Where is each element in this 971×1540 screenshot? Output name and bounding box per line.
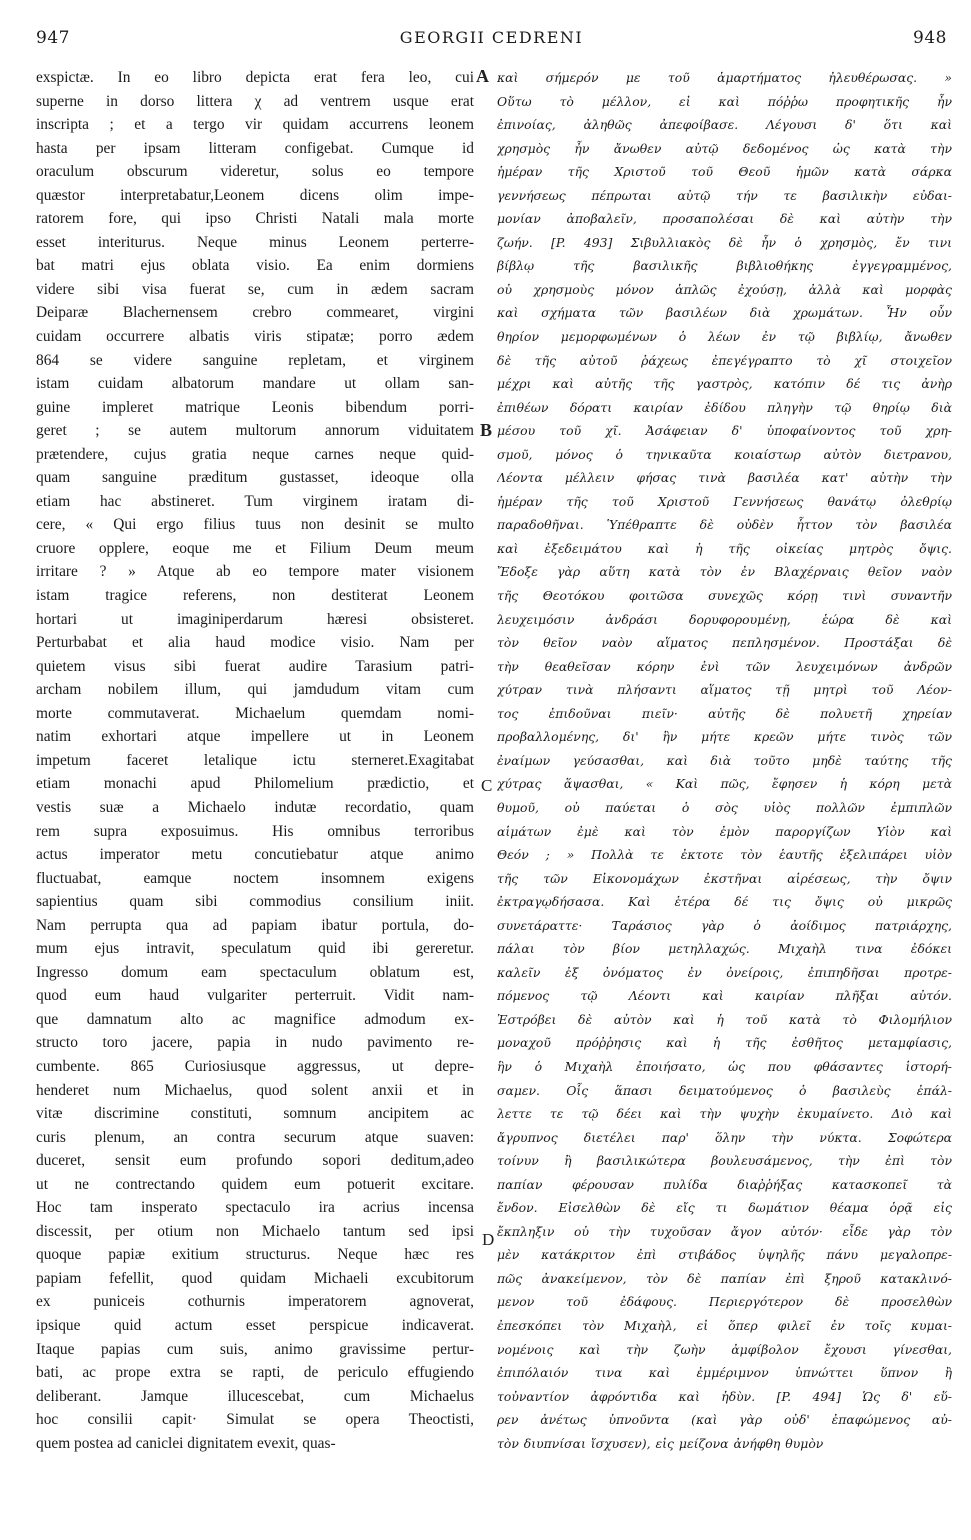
latin-text-line: quoque papiæ exitium structurus. Neque hæc res — [36, 1246, 474, 1264]
latin-text-line: ratorem fore, qui ipso Christi Natali mala morte — [36, 210, 474, 228]
latin-text-line: oraculum obscurum videretur, solus eo tempore — [36, 163, 474, 181]
latin-text-line: quod eum haud vulgariter perterruit. Vidit nam- — [36, 987, 474, 1005]
greek-text-line: τοίνυν ἢ βασιλικώτερα βουλευσάμενος, τὴν ἐπὶ τὸν — [497, 1153, 952, 1169]
latin-text-line: hortari ut imaginiperdarum hæresi obsisteret. — [36, 610, 474, 628]
latin-text-line: rem supra exposuimus. His omnibus terroribus — [36, 822, 474, 840]
greek-text-line: μέσου τοῦ χῖ. Ἀσάφειαν δ' ὑποφαίνοντος τοῦ χρη- — [497, 423, 952, 439]
latin-text-line: quæstor interpretabatur,Leonem dicens olim impe- — [36, 186, 474, 204]
greek-text-line: ἔκπληξιν οὐ τὴν τυχοῦσαν ἄγον αὐτόν· εἶδε γὰρ τὸν — [497, 1223, 952, 1239]
greek-text-line: συνετάραττε· Ταράσιος γὰρ ὁ ἀοίδιμος πατριάρχης, — [497, 917, 952, 933]
latin-text-line: geret ; se autem multorum annorum viduitatem — [36, 422, 474, 440]
latin-text-line: morte commutaverat. Michaelum quemdam nomi- — [36, 704, 474, 722]
greek-text-line: σμοῦ, μόνος ὁ τηνικαῦτα κοιαίστωρ αὐτὸν διετρανου, — [497, 446, 952, 462]
greek-text-line: μενον τοῦ ἐδάφους. Περιεργότερον δὲ προσελθὼν — [497, 1294, 952, 1310]
section-marker-a: A — [476, 66, 489, 86]
latin-text-line: vestis suæ a Michaelo indutæ recordatio, quam — [36, 798, 474, 816]
greek-text-line: τὸν διυπνίσαι ἴσχυσεν), εἰς μείζονα ἀνήφθη θυμὸν — [497, 1435, 824, 1451]
greek-text-line: καὶ ἐξεδειμάτου καὶ ἡ τῆς οἰκείας μητρὸς ὄψις. — [497, 540, 952, 556]
greek-text-line: χύτραν τινὰ πλήσαντι αἵματος τῇ μητρὶ τοῦ Λέον- — [497, 682, 952, 698]
latin-text-line: hoc consilii capit· Simulat se opera Theoctisti, — [36, 1411, 474, 1429]
latin-text-line: Deiparæ Blachernensem crebro commearet, virgini — [36, 304, 474, 322]
greek-text-line: προβαλλομένης, δι' ἣν μήτε κρεῶν μήτε τινὸς τῶν — [497, 729, 952, 745]
greek-text-line: ἔνδον. Εἰσελθὼν δὲ εἴς τι δωμάτιον θέαμα ὁρᾷ εἰς — [497, 1200, 952, 1216]
greek-text-line: ζωήν. [P. 493] Σιβυλλιακὸς δὲ ἦν ὁ χρησμὸς, ἔν τινι — [497, 234, 952, 250]
greek-text-line: Θεόν ; » Πολλὰ τε ἐκτοτε τὸν ἑαυτῆς ἐξελιπάρει υἱὸν — [497, 847, 952, 863]
latin-text-line: superne in dorso littera χ ad ventrem usque erat — [36, 92, 474, 110]
greek-text-line: πῶς ἀνακείμενον, τὸν δὲ παπίαν ἐπὶ ξηροῦ κατακλινό- — [497, 1270, 952, 1286]
greek-text-line: Ἔδοξε γὰρ αὕτη κατὰ τὸν ἐν Βλαχέρναις θεῖον ναὸν — [497, 564, 952, 580]
page-number-left: 947 — [36, 28, 70, 48]
greek-text-line: τὴν θεαθεῖσαν κόρην ἑνὶ τῶν λευχειμόνων ἀνδρῶν — [497, 658, 952, 674]
greek-text-line: καὶ σχήματα τῶν βασιλέων διὰ χρωμάτων. Ἦν οὖν — [497, 305, 952, 321]
latin-text-line: Nam perrupta qua ad papiam ibatur portula, do- — [36, 916, 474, 934]
page-number-right: 948 — [913, 28, 947, 48]
latin-text-line: prætendere, cujus gratia neque carnes neque quid- — [36, 445, 474, 463]
latin-text-line: sapientius quam sibi commodius consilium iniit. — [36, 893, 474, 911]
greek-text-line: λεττε τε τῷ δέει καὶ τὴν ψυχὴν ἐκυμαίνετο. Διὸ καὶ — [497, 1106, 952, 1122]
latin-text-line: duceret, sensit eum profundo sopori deditum,adeo — [36, 1152, 474, 1170]
latin-text-line: bati, ac prope extra se rapti, de periculo effugiendo — [36, 1364, 474, 1382]
latin-text-line: cuidam occurrere albatis viris stipatæ; porro ædem — [36, 328, 474, 346]
latin-text-line: Itaque papias cum suis, animo gravissime pertur- — [36, 1340, 474, 1358]
greek-text-line: ἐπινοίας, ἀληθῶς ἀπεφοίβασε. Λέγουσι δ' ὅτι καὶ — [497, 117, 952, 133]
greek-text-line: οὐ χρησμοὺς μόνον ἁπλῶς ἐχούσῃ, ἀλλὰ καὶ μορφὰς — [497, 281, 952, 297]
latin-text-line: curis plenum, an contra securum atque suaven: — [36, 1128, 474, 1146]
greek-text-line: λευχειμόσιν ἀνδράσι δορυφορουμένῃ, ἑώρα δὲ καὶ — [497, 611, 952, 627]
latin-text-line: inscripta ; et a tergo vir quidam accurrens leonem — [36, 116, 474, 134]
latin-text-line: cumbente. 865 Curiosiusque aggressus, ut depre- — [36, 1057, 474, 1075]
greek-text-line: πόμενος τῷ Λέοντι καὶ καιρίαν πλῆξαι αὐτόν. — [497, 988, 952, 1004]
latin-text-line: irritare ? » Atque ab eo tempore mater visionem — [36, 563, 474, 581]
greek-text-line: μέχρι καὶ αὐτῆς τῆς γαστρὸς, κατόπιν δέ τις ἀνὴρ — [497, 376, 952, 392]
latin-text-line: fluctuabat, eamque noctem insomnem exigens — [36, 869, 474, 887]
greek-text-line: τῆς Θεοτόκου φοιτῶσα συνεχῶς κόρῃ τινὶ συναντῆν — [497, 588, 952, 604]
latin-text-line: cruore opplere, eoque me et Filium Deum meum — [36, 539, 474, 557]
greek-text-line: τος ἐπιδοῦναι πιεῖν· αὐτῆς δὲ πολυετῆ χηρείαν — [497, 705, 952, 721]
running-title: GEORGII CEDRENI — [399, 28, 584, 47]
greek-text-line: βίβλῳ τῆς βασιλικῆς βιβλιοθήκης ἐγγεγραμμένος, — [497, 258, 952, 274]
greek-text-line: Οὕτω τὸ μέλλον, εἰ καὶ πόῤῥω προφητικῆς ἦν — [497, 93, 952, 109]
latin-text-column — [36, 66, 474, 1455]
greek-text-line: νομένοις καὶ τὴν ζωὴν ἀμφίβολον ἔχουσι γίνεσθαι, — [497, 1341, 952, 1357]
latin-text-line: istam tragice referens, non destiterat Leonem — [36, 587, 474, 605]
latin-text-line: ut ne contrectando quidem eum potuerit excitare. — [36, 1175, 474, 1193]
latin-text-line: archam nobilem illum, qui jamdudum vitam cum — [36, 681, 474, 699]
greek-text-line: ἐκτραγῳδήσασα. Καὶ ἑτέρα δέ τις ὄψις οὐ μικρῶς — [497, 894, 952, 910]
latin-text-line: esset interiturus. Neque minus Leonem perterre- — [36, 233, 474, 251]
latin-text-line: hasta per ipsam litteram configebat. Cumque id — [36, 139, 474, 157]
latin-text-line: bat matri ejus oblata visio. Ea enim dormiens — [36, 257, 474, 275]
latin-text-line: istam cuidam albatorum mandare ut ollam san- — [36, 375, 474, 393]
greek-text-line: μονίαν ἀποβαλεῖν, προσαπολέσαι δὲ καὶ αὐτὴν τὴν — [497, 211, 952, 227]
greek-text-line: δὲ τῆς αὐτοῦ ῥάχεως ἐπεγέγραπτο τὸ χῖ στοιχεῖον — [497, 352, 952, 368]
greek-text-column — [497, 66, 952, 1455]
latin-text-line: exspictæ. In eo libro depicta erat fera leo, cui — [36, 69, 474, 86]
greek-text-line: Ἐστρόβει δὲ αὐτὸν καὶ ἡ τοῦ κατὰ τὸ Φιλομήλιον — [497, 1011, 952, 1027]
greek-text-line: ρεν ἀνέτως ὑπνοῦντα (καὶ γὰρ οὐδ' ἐπαφώμενος αὐ- — [497, 1412, 952, 1428]
latin-text-line: guine impleret matrique Leonis bibendum porri- — [36, 398, 474, 416]
latin-text-line: discessit, per otium non Michaelo tantum sed ipsi — [36, 1222, 474, 1240]
greek-text-line: χρησμὸς ἦν ἄνωθεν αὐτῷ δεδομένος ὡς κατὰ τὴν — [497, 140, 952, 156]
greek-text-line: αἱμάτων ἐμὲ καὶ τὸν ἐμὸν παροργίζων Υἱὸν καὶ — [497, 823, 952, 839]
greek-text-line: καλεῖν ἐξ ὀνόματος ἐν ὀνείροις, ἐπιπηδῆσαι προτρε- — [497, 964, 952, 980]
running-header — [36, 28, 947, 56]
greek-text-line: θυμοῦ, οὐ παύεται ὁ σὸς υἱὸς πολλῶν ἐμπιπλῶν — [497, 799, 952, 815]
greek-text-line: θηρίον μεμορφωμένων ὁ λέων ἐν τῷ βιβλίῳ, ἄνωθεν — [497, 329, 952, 345]
greek-text-line: ἣν ὁ Μιχαὴλ ἐποιήσατο, ὡς που φθάσαντες ἱστορή- — [497, 1058, 952, 1074]
section-marker-c: C — [481, 776, 493, 795]
latin-text-line: quietem visus sibi fuerat audire Tarasium patri- — [36, 657, 474, 675]
latin-text-line: videre sibi visa fuerat se, cum in ædem sacram — [36, 280, 474, 298]
greek-text-line: καὶ σήμερόν με τοῦ ἁμαρτήματος ἠλευθέρωσας. » — [497, 70, 952, 85]
latin-text-line: quam sanguine præditum gustasset, ideoque olla — [36, 469, 474, 487]
greek-text-line: τὸν θεῖον ναὸν αἵματος πεπλησμένον. Προστάξαι δὲ — [497, 635, 952, 651]
greek-text-line: τῆς τῶν Εἰκονομάχων ἐκστῆναι αἱρέσεως, τὴν ὄψιν — [497, 870, 952, 886]
latin-text-line: deliberant. Jamque illucescebat, cum Michaelus — [36, 1387, 474, 1405]
greek-text-line: ἡμέραν τῆς τοῦ Χριστοῦ Γεννήσεως θανάτῳ ὀλεθρίῳ — [497, 493, 952, 509]
greek-text-line: μὲν κατάκριτον ἐπὶ στιβάδος ὑψηλῆς πάνυ μεγαλοπρε- — [497, 1247, 952, 1263]
latin-text-line: vitæ discrimine constituti, somnum ancipitem ac — [36, 1105, 474, 1123]
latin-text-line: actus imperator metu concutiebatur atque animo — [36, 846, 474, 864]
greek-text-line: γεννήσεως πέπρωται αὐτῷ τήν τε βασιλικὴν εὐδαι- — [497, 187, 952, 203]
greek-text-line: ἐπεσκόπει τὸν Μιχαὴλ, εἰ ὅπερ φιλεῖ ἐν τοῖς κυμαι- — [497, 1317, 952, 1333]
latin-text-line: ipsique quid actum esset perspicue indicaverat. — [36, 1316, 474, 1334]
greek-text-line: ἡμέραν τῆς Χριστοῦ τοῦ Θεοῦ ἡμῶν κατὰ σάρκα — [497, 164, 952, 180]
greek-text-line: τοὐναντίον ἀφρόντιδα καὶ ἡδὺν. [P. 494] Ὡς δ' εὕ- — [497, 1388, 952, 1404]
greek-text-line: ἐπιθέων δόρατι καιρίαν ἐδίδου πληγὴν τῷ θηρίῳ διὰ — [497, 399, 952, 415]
latin-text-line: Perturbabat et alia haud modice visio. Nam per — [36, 634, 474, 652]
latin-text-line: quem postea ad caniclei dignitatem evexit, quas- — [36, 1434, 336, 1452]
greek-text-line: Λέοντα μέλλειν φήσας τινὰ βασιλέα κατ' αὐτὴν τὴν — [497, 470, 952, 486]
latin-text-line: structo toro jacere, papia in nudo pavimento re- — [36, 1034, 474, 1052]
greek-text-line: σαμεν. Οἷς ἅπασι δειματούμενος ὁ βασιλεὺς ἐπάλ- — [497, 1082, 952, 1098]
latin-text-line: ex puniceis cothurnis imperatorem agnoverat, — [36, 1293, 474, 1311]
latin-text-line: papiam fefellit, quod quidam Michaeli excubitorum — [36, 1269, 474, 1287]
greek-text-line: παπίαν φέρουσαν πυλίδα διαῤῥήξας κατασκοπεῖ τὰ — [497, 1176, 952, 1192]
latin-text-line: etiam hac abstineret. Tum virginem iratam di- — [36, 492, 474, 510]
latin-text-line: Ingresso domum eam spectaculum oblatum est, — [36, 963, 474, 981]
greek-text-line: ἄγρυπνος διετέλει παρ' ὅλην τὴν νύκτα. Σοφώτερα — [497, 1129, 952, 1145]
greek-text-line: μοναχοῦ πρόῤῥησις καὶ ἡ τῆς ἐσθῆτος μεταμφίασις, — [497, 1035, 952, 1051]
section-marker-d: D — [482, 1230, 495, 1249]
latin-text-line: mum ejus intravit, speculatum quid ibi gereretur. — [36, 940, 474, 958]
greek-text-line: χύτρας ἅψασθαι, « Καὶ πῶς, ἔφησεν ἡ κόρη μετὰ — [497, 776, 952, 792]
latin-text-line: que damnatum alto ac magnifice admodum ex- — [36, 1010, 474, 1028]
latin-text-line: Hoc tam insperato spectaculo ira acrius incensa — [36, 1199, 474, 1217]
latin-text-line: cere, « Qui ergo filius tuus non desinit se multo — [36, 516, 474, 534]
greek-text-line: ἐπιπόλαιόν τινα καὶ ἐμμέριμνον ὑπνώττει ὕπνον ἢ — [497, 1365, 952, 1381]
latin-text-line: natim exhortari atque impellere ut in Leonem — [36, 728, 474, 746]
greek-text-line: ἐναίμων γεύσασθαι, καὶ διὰ τοῦτο μηδὲ ταύτης τῆς — [497, 752, 952, 768]
greek-text-line: πάλαι τὸν βίον μετηλλαχώς. Μιχαὴλ τινα ἐδόκει — [497, 941, 952, 957]
latin-text-line: 864 se videre sanguine repletam, et virginem — [36, 351, 474, 369]
latin-text-line: etiam monachi apud Philomelium prædictio, et — [36, 775, 474, 793]
latin-text-line: impetum faceret letalique ictu sterneret.Exagitabat — [36, 751, 474, 769]
section-marker-b: B — [480, 420, 493, 440]
latin-text-line: henderet num Michaelus, quod solent anxii et in — [36, 1081, 474, 1099]
greek-text-line: παραδοθῆναι. Ὑπέθραπτε δὲ οὐδὲν ἧττον τὸν βασιλέα — [497, 517, 952, 533]
